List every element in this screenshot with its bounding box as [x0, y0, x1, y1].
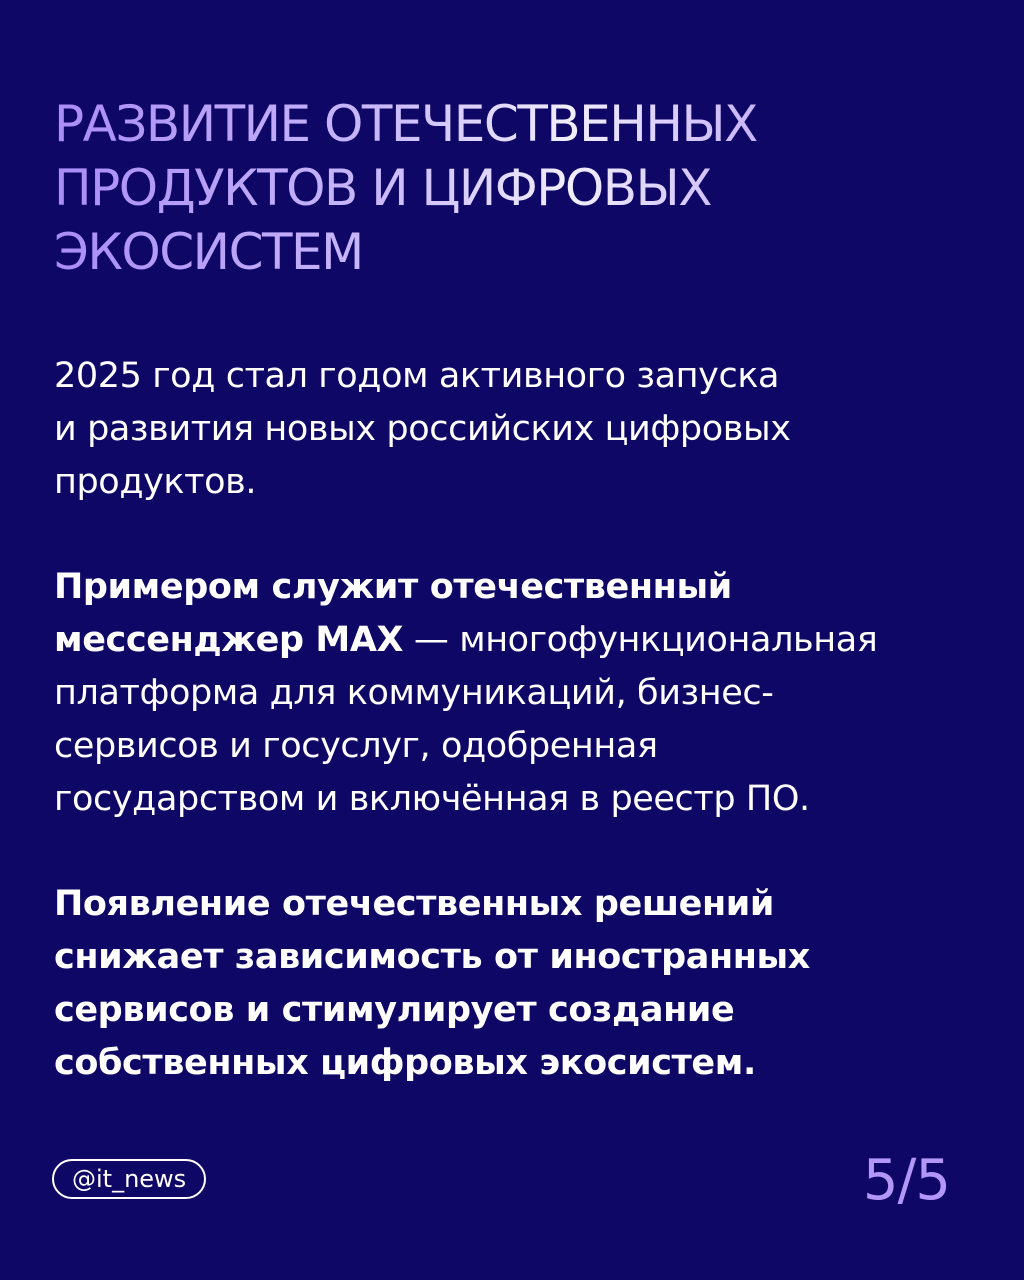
- text-line: [54, 614, 994, 667]
- channel-handle-badge[interactable]: @it_news: [52, 1159, 206, 1199]
- text-line: государством и включённая в реестр ПО.: [54, 779, 810, 819]
- intro-paragraph: [54, 350, 994, 509]
- text-line: и развития новых российских цифровых: [54, 409, 791, 449]
- example-paragraph: [54, 561, 994, 826]
- slide-body: [54, 350, 994, 1142]
- text-line: Появление отечественных решений: [54, 884, 775, 924]
- text-line: 2025 год стал годом активного запуска: [54, 356, 780, 396]
- regular-fragment: — многофункциональная: [403, 620, 878, 660]
- text-line: собственных цифровых экосистем.: [54, 1043, 756, 1083]
- text-line: сервисов и стимулирует создание: [54, 990, 735, 1030]
- text-line: сервисов и госуслуг, одобренная: [54, 726, 658, 766]
- bold-fragment: мессенджер MAX: [54, 620, 404, 660]
- title-line: ЭКОСИСТЕМ: [54, 223, 363, 281]
- title-line: РАЗВИТИЕ ОТЕЧЕСТВЕННЫХ: [54, 95, 757, 153]
- slide-title: [54, 92, 994, 284]
- text-line: Примером служит отечественный: [54, 567, 732, 607]
- text-line: продуктов.: [54, 462, 257, 502]
- title-line: ПРОДУКТОВ И ЦИФРОВЫХ: [54, 159, 711, 217]
- conclusion-paragraph: [54, 878, 994, 1090]
- text-line: платформа для коммуникаций, бизнес-: [54, 673, 774, 713]
- text-line: снижает зависимость от иностранных: [54, 937, 810, 977]
- page-indicator: 5/5: [862, 1148, 950, 1213]
